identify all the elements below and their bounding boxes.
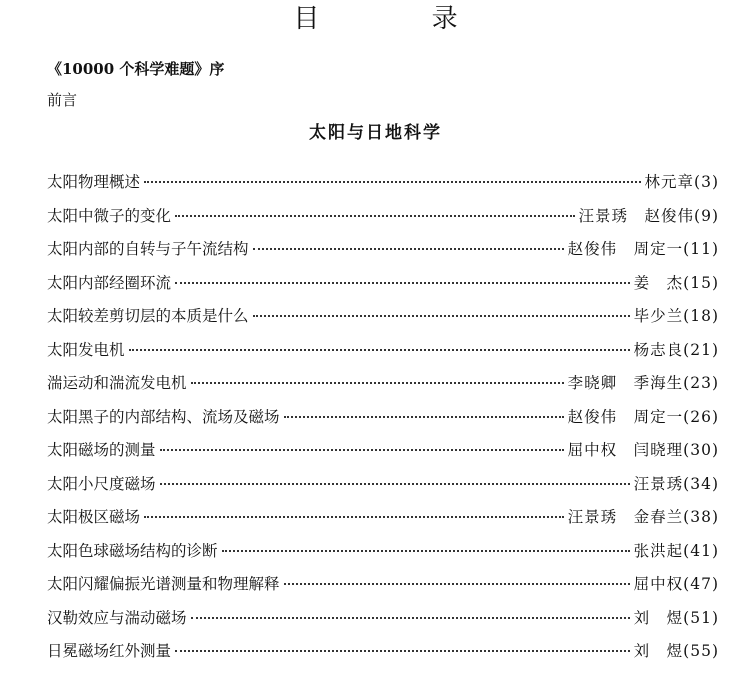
toc-entry-authors: 毕少兰(18)	[633, 307, 719, 325]
toc-entry-authors: 屈中权(47)	[633, 575, 719, 593]
toc-entry-authors: 赵俊伟 周定一(11)	[567, 240, 719, 258]
dot-leader	[284, 581, 630, 585]
dot-leader	[144, 179, 641, 183]
toc-entry	[47, 370, 719, 404]
dot-leader	[191, 380, 564, 384]
toc-entry-title: 太阳物理概述	[47, 173, 141, 191]
toc-entry-title: 太阳黑子的内部结构、流场及磁场	[47, 407, 280, 426]
dot-leader	[253, 246, 564, 250]
toc-entry	[47, 236, 719, 270]
toc-entry-title: 太阳磁场的测量	[47, 441, 156, 459]
dot-leader	[129, 347, 630, 351]
page-title: 目 录	[293, 4, 510, 34]
toc-entry-title: 太阳内部的自转与子午流结构	[47, 240, 249, 258]
toc-entry-authors: 张洪起(41)	[633, 541, 719, 560]
toc-entry	[47, 571, 719, 605]
dot-leader	[175, 648, 630, 652]
dot-leader	[253, 313, 630, 317]
toc-entry	[47, 169, 719, 203]
toc-entry-title: 太阳发电机	[47, 340, 125, 359]
toc-entry-title: 太阳较差剪切层的本质是什么	[47, 307, 249, 325]
series-preface-entry: 《10000 个科学难题》序	[47, 60, 225, 78]
toc-entry-authors: 刘 煜(55)	[633, 642, 719, 660]
toc-entry-title: 太阳内部经圈环流	[47, 273, 172, 292]
toc-entry-title: 太阳小尺度磁场	[47, 474, 156, 493]
dot-leader	[284, 414, 564, 418]
toc-entry	[47, 638, 719, 672]
dot-leader	[144, 514, 564, 518]
foreword-entry: 前言	[47, 91, 78, 109]
toc-entry-title: 汉勒效应与湍动磁场	[47, 608, 187, 627]
toc-entry	[47, 504, 719, 538]
toc-entry-title: 太阳闪耀偏振光谱测量和物理解释	[47, 575, 280, 593]
dot-leader	[191, 615, 630, 619]
toc-entry	[47, 437, 719, 471]
toc-entry-authors: 刘 煜(51)	[633, 608, 719, 627]
toc-entry	[47, 404, 719, 438]
toc-entry-title: 太阳中微子的变化	[47, 206, 172, 225]
toc-entry-authors: 赵俊伟 周定一(26)	[567, 407, 719, 426]
toc-entry	[47, 270, 719, 304]
toc-entry	[47, 337, 719, 371]
dot-leader	[160, 447, 564, 451]
dot-leader	[160, 481, 630, 485]
toc-entry	[47, 303, 719, 337]
toc-entry-title: 太阳极区磁场	[47, 508, 141, 526]
table-of-contents	[47, 169, 719, 672]
toc-entry-authors: 杨志良(21)	[633, 340, 719, 359]
toc-entry-title: 太阳色球磁场结构的诊断	[47, 541, 218, 560]
dot-leader	[175, 280, 630, 284]
toc-entry	[47, 203, 719, 237]
toc-entry-title: 湍运动和湍流发电机	[47, 374, 187, 392]
section-heading: 太阳与日地科学	[309, 123, 442, 143]
toc-entry-authors: 李晓卿 季海生(23)	[567, 374, 719, 392]
toc-entry-authors: 林元章(3)	[644, 173, 719, 191]
toc-entry-authors: 姜 杰(15)	[633, 273, 719, 292]
toc-entry-authors: 汪景琇 赵俊伟(9)	[578, 206, 719, 225]
toc-entry-title: 日冕磁场红外测量	[47, 642, 172, 660]
dot-leader	[175, 213, 575, 217]
toc-entry	[47, 538, 719, 572]
toc-entry-authors: 屈中权 闫晓理(30)	[567, 441, 719, 459]
toc-entry	[47, 605, 719, 639]
toc-entry-authors: 汪景琇(34)	[633, 474, 719, 493]
toc-entry	[47, 471, 719, 505]
dot-leader	[222, 548, 630, 552]
toc-entry-authors: 汪景琇 金春兰(38)	[567, 508, 719, 526]
